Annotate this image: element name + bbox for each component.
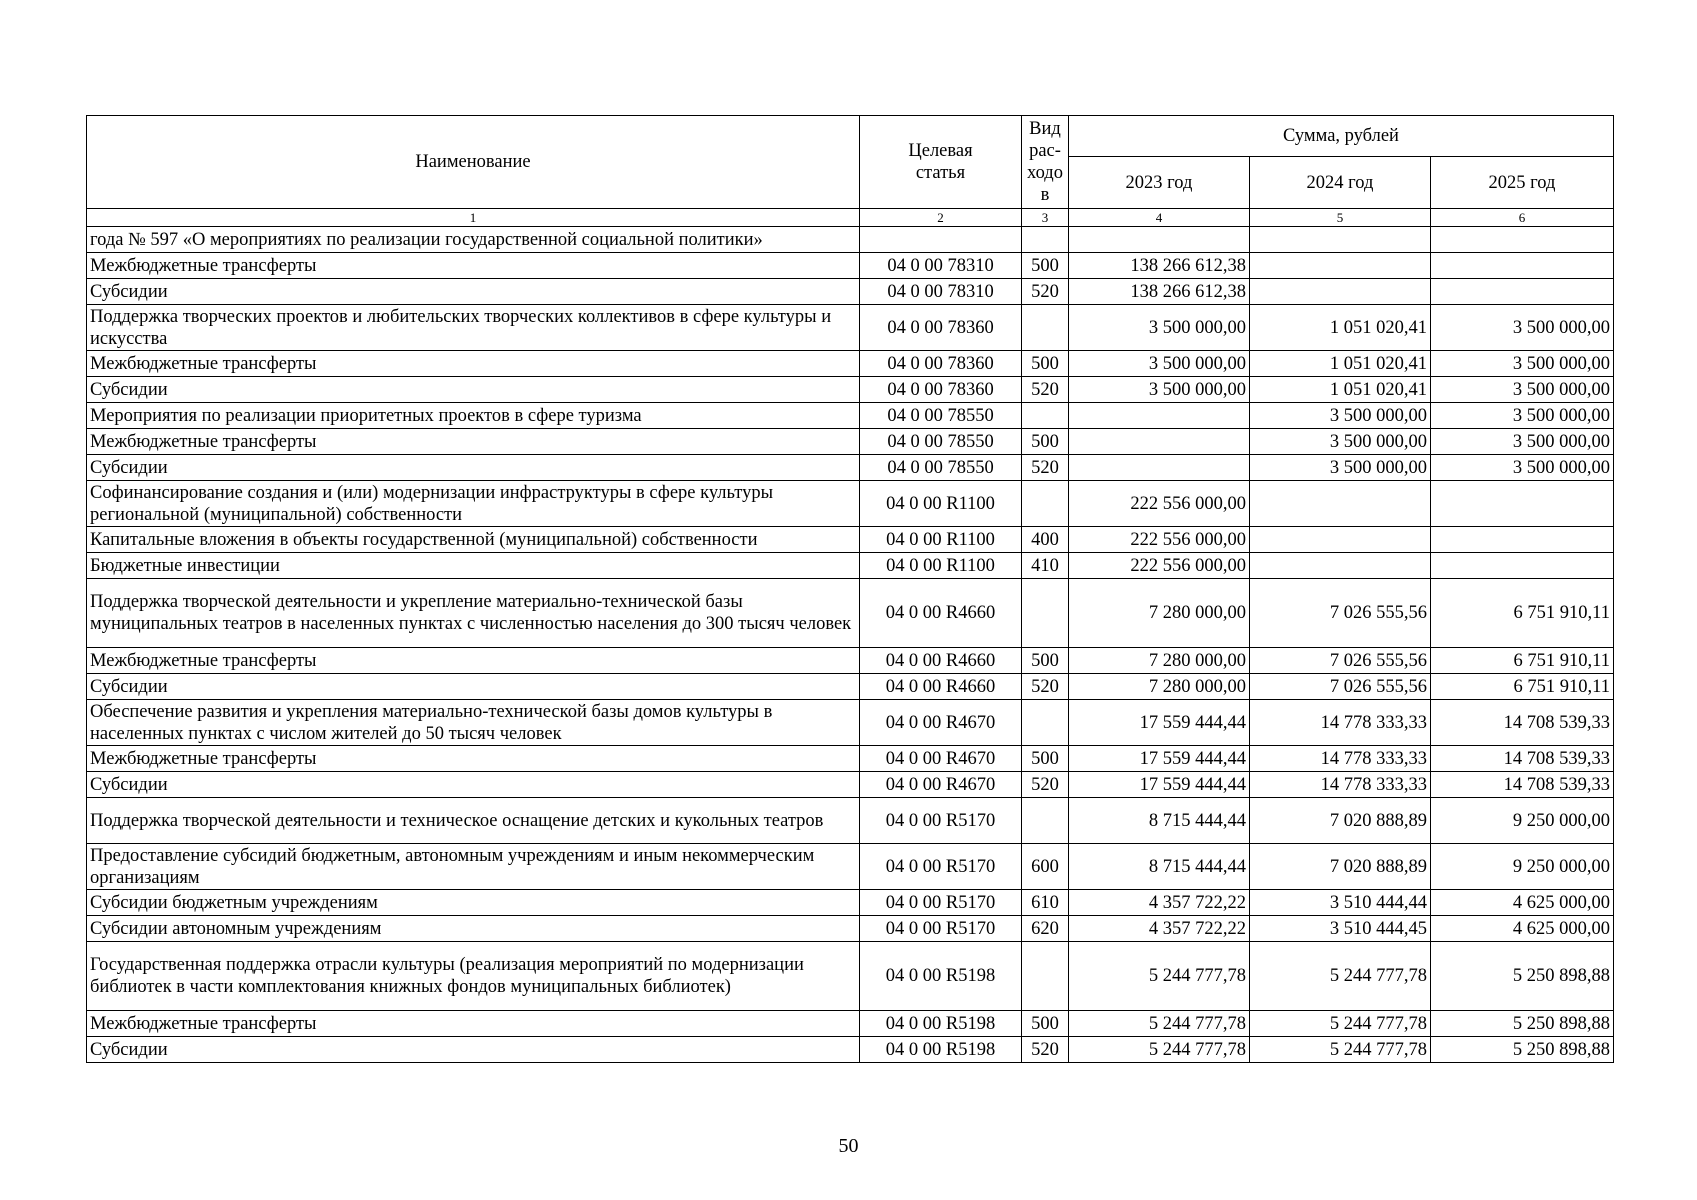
header-target-article-text: Целевая статья bbox=[908, 141, 973, 183]
table-row bbox=[87, 429, 1614, 455]
row-expense-type-cell bbox=[1022, 403, 1069, 429]
row-expense-type-cell: 500 bbox=[1022, 429, 1069, 455]
row-expense-type-cell: 410 bbox=[1022, 553, 1069, 579]
row-amount-2025-cell: 3 500 000,00 bbox=[1431, 455, 1614, 481]
row-name-cell: года № 597 «О мероприятиях по реализации государственной социальной политики» bbox=[87, 227, 860, 253]
row-target-article-cell: 04 0 00 R5170 bbox=[860, 844, 1022, 890]
row-amount-2023-cell: 7 280 000,00 bbox=[1069, 579, 1250, 648]
table-row bbox=[87, 916, 1614, 942]
row-target-article-cell: 04 0 00 R5198 bbox=[860, 942, 1022, 1011]
row-amount-2025-cell bbox=[1431, 253, 1614, 279]
row-amount-2024-cell: 3 510 444,45 bbox=[1250, 916, 1431, 942]
table-row bbox=[87, 351, 1614, 377]
table-row bbox=[87, 772, 1614, 798]
row-amount-2024-cell bbox=[1250, 481, 1431, 527]
row-expense-type-cell: 520 bbox=[1022, 772, 1069, 798]
row-amount-2024-cell: 1 051 020,41 bbox=[1250, 351, 1431, 377]
table-row bbox=[87, 481, 1614, 527]
row-amount-2023-cell bbox=[1069, 403, 1250, 429]
row-target-article-cell: 04 0 00 78550 bbox=[860, 429, 1022, 455]
row-target-article-cell: 04 0 00 R4670 bbox=[860, 746, 1022, 772]
page-number: 50 bbox=[838, 1135, 859, 1157]
row-amount-2023-cell: 5 244 777,78 bbox=[1069, 1011, 1250, 1037]
row-target-article-cell: 04 0 00 78360 bbox=[860, 351, 1022, 377]
row-amount-2025-cell: 5 250 898,88 bbox=[1431, 1011, 1614, 1037]
row-amount-2023-cell: 5 244 777,78 bbox=[1069, 942, 1250, 1011]
row-name-cell: Субсидии bbox=[87, 279, 860, 305]
row-amount-2023-cell: 3 500 000,00 bbox=[1069, 377, 1250, 403]
table-row bbox=[87, 579, 1614, 648]
row-amount-2023-cell: 4 357 722,22 bbox=[1069, 916, 1250, 942]
row-amount-2025-cell: 4 625 000,00 bbox=[1431, 890, 1614, 916]
row-target-article-cell: 04 0 00 78310 bbox=[860, 253, 1022, 279]
row-expense-type-cell bbox=[1022, 305, 1069, 351]
column-number: 6 bbox=[1431, 209, 1614, 227]
row-amount-2023-cell: 17 559 444,44 bbox=[1069, 746, 1250, 772]
row-name-cell: Поддержка творческой деятельности и укрепление материально-технической базы муниципальных театров в населенных пунктах с численностью населения до 300 тысяч человек bbox=[87, 579, 860, 648]
row-target-article-cell: 04 0 00 78360 bbox=[860, 305, 1022, 351]
row-amount-2024-cell: 7 026 555,56 bbox=[1250, 648, 1431, 674]
table-row bbox=[87, 553, 1614, 579]
row-amount-2024-cell: 14 778 333,33 bbox=[1250, 772, 1431, 798]
row-amount-2023-cell: 3 500 000,00 bbox=[1069, 351, 1250, 377]
table-row bbox=[87, 844, 1614, 890]
row-target-article-cell: 04 0 00 R5170 bbox=[860, 798, 1022, 844]
row-amount-2024-cell: 5 244 777,78 bbox=[1250, 942, 1431, 1011]
row-amount-2023-cell: 8 715 444,44 bbox=[1069, 798, 1250, 844]
table-row bbox=[87, 455, 1614, 481]
column-number: 1 bbox=[87, 209, 860, 227]
table-row bbox=[87, 942, 1614, 1011]
row-amount-2025-cell: 3 500 000,00 bbox=[1431, 429, 1614, 455]
row-amount-2023-cell: 17 559 444,44 bbox=[1069, 700, 1250, 746]
row-expense-type-cell: 600 bbox=[1022, 844, 1069, 890]
row-amount-2024-cell: 3 500 000,00 bbox=[1250, 455, 1431, 481]
row-expense-type-cell: 520 bbox=[1022, 674, 1069, 700]
row-amount-2023-cell: 138 266 612,38 bbox=[1069, 279, 1250, 305]
row-expense-type-cell: 520 bbox=[1022, 1037, 1069, 1063]
header-row bbox=[87, 116, 1614, 157]
row-amount-2025-cell: 9 250 000,00 bbox=[1431, 844, 1614, 890]
row-name-cell: Субсидии автономным учреждениям bbox=[87, 916, 860, 942]
table-row bbox=[87, 253, 1614, 279]
row-amount-2024-cell: 7 020 888,89 bbox=[1250, 798, 1431, 844]
row-target-article-cell: 04 0 00 R1100 bbox=[860, 481, 1022, 527]
row-amount-2025-cell bbox=[1431, 527, 1614, 553]
row-expense-type-cell: 400 bbox=[1022, 527, 1069, 553]
row-amount-2023-cell: 222 556 000,00 bbox=[1069, 481, 1250, 527]
row-name-cell: Субсидии bbox=[87, 772, 860, 798]
row-expense-type-cell bbox=[1022, 798, 1069, 844]
row-amount-2023-cell: 8 715 444,44 bbox=[1069, 844, 1250, 890]
row-amount-2024-cell: 5 244 777,78 bbox=[1250, 1037, 1431, 1063]
row-amount-2025-cell: 3 500 000,00 bbox=[1431, 305, 1614, 351]
row-amount-2023-cell bbox=[1069, 455, 1250, 481]
row-amount-2023-cell: 3 500 000,00 bbox=[1069, 305, 1250, 351]
row-amount-2024-cell bbox=[1250, 227, 1431, 253]
row-name-cell: Предоставление субсидий бюджетным, автономным учреждениям и иным некоммерческим организациям bbox=[87, 844, 860, 890]
row-amount-2024-cell: 1 051 020,41 bbox=[1250, 305, 1431, 351]
row-amount-2024-cell bbox=[1250, 253, 1431, 279]
row-amount-2025-cell: 4 625 000,00 bbox=[1431, 916, 1614, 942]
row-target-article-cell: 04 0 00 R5170 bbox=[860, 890, 1022, 916]
row-expense-type-cell: 520 bbox=[1022, 279, 1069, 305]
row-expense-type-cell bbox=[1022, 579, 1069, 648]
row-amount-2023-cell: 138 266 612,38 bbox=[1069, 253, 1250, 279]
row-amount-2024-cell: 7 026 555,56 bbox=[1250, 579, 1431, 648]
row-amount-2023-cell: 222 556 000,00 bbox=[1069, 527, 1250, 553]
row-target-article-cell: 04 0 00 R4670 bbox=[860, 700, 1022, 746]
row-amount-2024-cell: 7 026 555,56 bbox=[1250, 674, 1431, 700]
column-number: 5 bbox=[1250, 209, 1431, 227]
header-year-2025: 2025 год bbox=[1431, 157, 1614, 209]
row-amount-2025-cell: 5 250 898,88 bbox=[1431, 942, 1614, 1011]
row-name-cell: Субсидии bbox=[87, 455, 860, 481]
row-expense-type-cell: 500 bbox=[1022, 351, 1069, 377]
row-name-cell: Поддержка творческой деятельности и техническое оснащение детских и кукольных театров bbox=[87, 798, 860, 844]
table-row bbox=[87, 403, 1614, 429]
table-row bbox=[87, 890, 1614, 916]
row-target-article-cell: 04 0 00 R1100 bbox=[860, 527, 1022, 553]
row-name-cell: Софинансирование создания и (или) модернизации инфраструктуры в сфере культуры региональной (муниципальной) собственности bbox=[87, 481, 860, 527]
row-expense-type-cell: 500 bbox=[1022, 253, 1069, 279]
table-row bbox=[87, 305, 1614, 351]
row-expense-type-cell: 620 bbox=[1022, 916, 1069, 942]
row-amount-2023-cell: 4 357 722,22 bbox=[1069, 890, 1250, 916]
row-target-article-cell: 04 0 00 78310 bbox=[860, 279, 1022, 305]
header-expense-type-text: Вид рас-ходов bbox=[1027, 119, 1063, 205]
row-amount-2025-cell: 14 708 539,33 bbox=[1431, 700, 1614, 746]
row-amount-2025-cell bbox=[1431, 279, 1614, 305]
row-amount-2023-cell: 222 556 000,00 bbox=[1069, 553, 1250, 579]
column-number: 4 bbox=[1069, 209, 1250, 227]
row-amount-2024-cell: 3 500 000,00 bbox=[1250, 429, 1431, 455]
row-target-article-cell: 04 0 00 R5198 bbox=[860, 1011, 1022, 1037]
row-amount-2025-cell: 14 708 539,33 bbox=[1431, 772, 1614, 798]
row-target-article-cell: 04 0 00 78360 bbox=[860, 377, 1022, 403]
row-name-cell: Обеспечение развития и укрепления материально-технической базы домов культуры в населенных пунктах с числом жителей до 50 тысяч человек bbox=[87, 700, 860, 746]
row-amount-2023-cell bbox=[1069, 429, 1250, 455]
table-row bbox=[87, 377, 1614, 403]
row-amount-2024-cell: 3 510 444,44 bbox=[1250, 890, 1431, 916]
row-name-cell: Субсидии bbox=[87, 1037, 860, 1063]
row-amount-2025-cell: 6 751 910,11 bbox=[1431, 579, 1614, 648]
row-amount-2024-cell: 14 778 333,33 bbox=[1250, 746, 1431, 772]
row-amount-2024-cell bbox=[1250, 527, 1431, 553]
row-name-cell: Субсидии bbox=[87, 674, 860, 700]
row-name-cell: Субсидии bbox=[87, 377, 860, 403]
row-amount-2024-cell: 7 020 888,89 bbox=[1250, 844, 1431, 890]
row-expense-type-cell: 520 bbox=[1022, 455, 1069, 481]
row-amount-2024-cell: 14 778 333,33 bbox=[1250, 700, 1431, 746]
row-amount-2023-cell: 7 280 000,00 bbox=[1069, 648, 1250, 674]
table-row bbox=[87, 1011, 1614, 1037]
column-number: 3 bbox=[1022, 209, 1069, 227]
row-target-article-cell: 04 0 00 R1100 bbox=[860, 553, 1022, 579]
row-amount-2025-cell: 3 500 000,00 bbox=[1431, 403, 1614, 429]
row-amount-2025-cell bbox=[1431, 227, 1614, 253]
header-expense-type bbox=[1022, 116, 1069, 209]
row-amount-2024-cell bbox=[1250, 553, 1431, 579]
row-name-cell: Капитальные вложения в объекты государственной (муниципальной) собственности bbox=[87, 527, 860, 553]
header-year-2024: 2024 год bbox=[1250, 157, 1431, 209]
row-amount-2025-cell: 3 500 000,00 bbox=[1431, 377, 1614, 403]
row-amount-2025-cell bbox=[1431, 481, 1614, 527]
row-amount-2024-cell: 3 500 000,00 bbox=[1250, 403, 1431, 429]
row-name-cell: Межбюджетные трансферты bbox=[87, 253, 860, 279]
table-body bbox=[87, 227, 1614, 1063]
header-year-2023: 2023 год bbox=[1069, 157, 1250, 209]
table-row bbox=[87, 279, 1614, 305]
row-expense-type-cell bbox=[1022, 227, 1069, 253]
row-name-cell: Мероприятия по реализации приоритетных проектов в сфере туризма bbox=[87, 403, 860, 429]
row-target-article-cell bbox=[860, 227, 1022, 253]
table-row bbox=[87, 1037, 1614, 1063]
header-target-article bbox=[860, 116, 1022, 209]
row-name-cell: Поддержка творческих проектов и любительских творческих коллективов в сфере культуры и искусства bbox=[87, 305, 860, 351]
row-name-cell: Межбюджетные трансферты bbox=[87, 648, 860, 674]
row-name-cell: Межбюджетные трансферты bbox=[87, 746, 860, 772]
column-number: 2 bbox=[860, 209, 1022, 227]
row-expense-type-cell bbox=[1022, 942, 1069, 1011]
row-amount-2024-cell: 1 051 020,41 bbox=[1250, 377, 1431, 403]
row-amount-2025-cell: 6 751 910,11 bbox=[1431, 648, 1614, 674]
row-expense-type-cell: 500 bbox=[1022, 648, 1069, 674]
row-expense-type-cell: 610 bbox=[1022, 890, 1069, 916]
table-row bbox=[87, 527, 1614, 553]
row-amount-2023-cell: 17 559 444,44 bbox=[1069, 772, 1250, 798]
row-amount-2023-cell bbox=[1069, 227, 1250, 253]
row-expense-type-cell: 520 bbox=[1022, 377, 1069, 403]
row-name-cell: Субсидии бюджетным учреждениям bbox=[87, 890, 860, 916]
row-expense-type-cell bbox=[1022, 481, 1069, 527]
row-amount-2023-cell: 5 244 777,78 bbox=[1069, 1037, 1250, 1063]
table-row bbox=[87, 648, 1614, 674]
row-target-article-cell: 04 0 00 R5198 bbox=[860, 1037, 1022, 1063]
row-amount-2025-cell: 5 250 898,88 bbox=[1431, 1037, 1614, 1063]
row-amount-2025-cell: 6 751 910,11 bbox=[1431, 674, 1614, 700]
row-amount-2025-cell: 3 500 000,00 bbox=[1431, 351, 1614, 377]
row-target-article-cell: 04 0 00 R5170 bbox=[860, 916, 1022, 942]
row-target-article-cell: 04 0 00 R4660 bbox=[860, 674, 1022, 700]
budget-table bbox=[86, 115, 1614, 1063]
table-row bbox=[87, 798, 1614, 844]
header-sum: Сумма, рублей bbox=[1069, 116, 1614, 157]
row-name-cell: Межбюджетные трансферты bbox=[87, 429, 860, 455]
row-expense-type-cell bbox=[1022, 700, 1069, 746]
table-row bbox=[87, 674, 1614, 700]
row-target-article-cell: 04 0 00 R4670 bbox=[860, 772, 1022, 798]
header-name: Наименование bbox=[87, 116, 860, 209]
row-amount-2025-cell: 9 250 000,00 bbox=[1431, 798, 1614, 844]
row-amount-2024-cell: 5 244 777,78 bbox=[1250, 1011, 1431, 1037]
column-number-row bbox=[87, 209, 1614, 227]
table-row bbox=[87, 227, 1614, 253]
row-amount-2025-cell bbox=[1431, 553, 1614, 579]
row-amount-2025-cell: 14 708 539,33 bbox=[1431, 746, 1614, 772]
row-amount-2023-cell: 7 280 000,00 bbox=[1069, 674, 1250, 700]
row-target-article-cell: 04 0 00 R4660 bbox=[860, 579, 1022, 648]
table-row bbox=[87, 746, 1614, 772]
table-row bbox=[87, 700, 1614, 746]
row-name-cell: Межбюджетные трансферты bbox=[87, 351, 860, 377]
row-expense-type-cell: 500 bbox=[1022, 1011, 1069, 1037]
row-name-cell: Межбюджетные трансферты bbox=[87, 1011, 860, 1037]
row-target-article-cell: 04 0 00 R4660 bbox=[860, 648, 1022, 674]
row-name-cell: Государственная поддержка отрасли культуры (реализация мероприятий по модернизации библиотек в части комплектования книжных фондов муниципальных библиотек) bbox=[87, 942, 860, 1011]
row-name-cell: Бюджетные инвестиции bbox=[87, 553, 860, 579]
row-amount-2024-cell bbox=[1250, 279, 1431, 305]
row-target-article-cell: 04 0 00 78550 bbox=[860, 455, 1022, 481]
row-expense-type-cell: 500 bbox=[1022, 746, 1069, 772]
row-target-article-cell: 04 0 00 78550 bbox=[860, 403, 1022, 429]
